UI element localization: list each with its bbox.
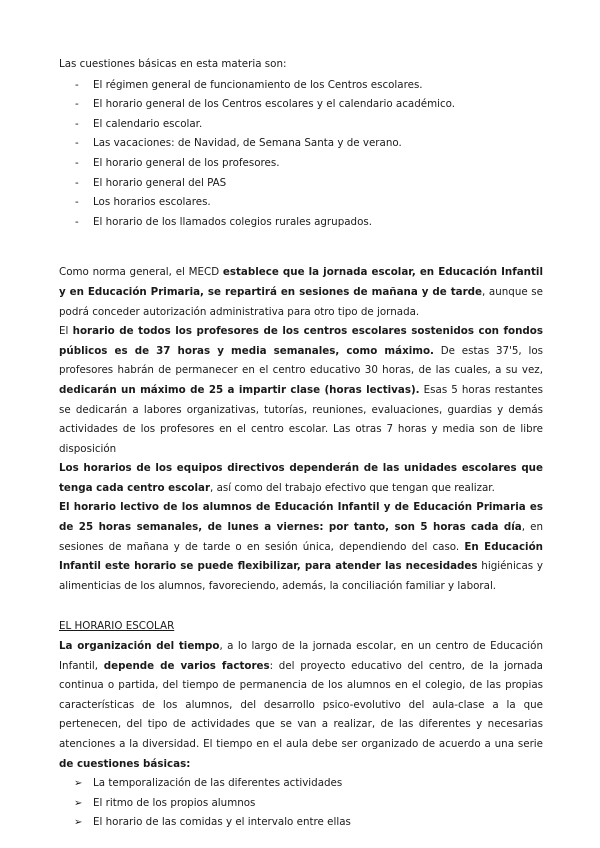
dash-bullet: - — [75, 137, 79, 150]
arrow-bullet-icon: ➢ — [74, 817, 83, 829]
paragraph-management-hours: Los horarios de los equipos directivos dependerán de las unidades escolares que tenga cada centro escolar, así como del trabajo efectivo que tengan que realizar. — [59, 462, 543, 494]
list-item: - El calendario escolar. — [59, 115, 543, 135]
list-item: - Las vacaciones: de Navidad, de Semana Santa y de verano. — [59, 134, 543, 154]
list-item: - El horario general de los Centros escolares y el calendario académico. — [59, 95, 543, 115]
basic-questions-list — [59, 774, 543, 833]
list-item: ➢ El ritmo de los propios alumnos — [59, 794, 543, 814]
spacer — [59, 596, 543, 617]
list-item: - El horario de los llamados colegios rurales agrupados. — [59, 213, 543, 233]
section-heading: EL HORARIO ESCOLAR — [59, 620, 175, 633]
list-item: - El régimen general de funcionamiento de los Centros escolares. — [59, 76, 543, 96]
list-item: - Los horarios escolares. — [59, 193, 543, 213]
basic-issues-list — [59, 76, 543, 233]
document-body — [59, 55, 543, 833]
spacer — [59, 253, 543, 263]
dash-bullet: - — [75, 176, 79, 189]
list-item: - El horario general de los profesores. — [59, 154, 543, 174]
intro-text: Las cuestiones básicas en esta materia son: — [59, 58, 287, 70]
arrow-bullet-icon: ➢ — [74, 797, 83, 809]
list-item: - El horario general del PAS — [59, 174, 543, 194]
paragraph-student-hours: El horario lectivo de los alumnos de Educación Infantil y de Educación Primaria es de 25 horas semanales, de lunes a viernes: por tanto, son 5 horas cada día, en sesiones de mañana y de tarde o en sesión única, dependiendo del caso. En Educación Infantil este horario se puede flexibilizar, para atender las necesidades higiénicas y alimenticias de los alumnos, favoreciendo, además, la conciliación familiar y laboral. — [59, 501, 544, 592]
arrow-bullet-icon: ➢ — [74, 778, 83, 790]
dash-bullet: - — [75, 156, 79, 169]
dash-bullet: - — [75, 196, 79, 209]
dash-bullet: - — [75, 215, 79, 228]
dash-bullet: - — [75, 98, 79, 111]
dash-bullet: - — [75, 78, 79, 91]
list-item: ➢ La temporalización de las diferentes actividades — [59, 774, 543, 794]
dash-bullet: - — [75, 117, 79, 130]
paragraph-school-day: Como norma general, el MECD establece que la jornada escolar, en Educación Infantil y en Educación Primaria, se repartirá en sesiones de mañana y de tarde, aunque se podrá conceder autorización administrativa para otro tipo de jornada. — [59, 266, 543, 318]
paragraph-teacher-hours: El horario de todos los profesores de los centros escolares sostenidos con fondos públicos es de 37 horas y media semanales, como máximo. De estas 37'5, los profesores habrán de permanecer en el centro educativo 30 horas, de las cuales, a su vez, dedicarán un máximo de 25 a impartir clase (horas lectivas). Esas 5 horas restantes se dedicarán a labores organizativas, tutorías, reuniones, evaluaciones, guardias y demás actividades de los profesores en el centro escolar. Las otras 7 horas y media son de libre disposición — [59, 325, 544, 455]
spacer — [59, 232, 543, 253]
list-item: ➢ El horario de las comidas y el intervalo entre ellas — [59, 813, 543, 833]
paragraph-time-organization: La organización del tiempo, a lo largo de la jornada escolar, en un centro de Educación Infantil, depende de varios factores: del proyecto educativo del centro, de la jornada continua o partida, del tiempo de permanencia de los alumnos en el colegio, de las propias características de los alumnos, del desarrollo psico-evolutivo del aula-clase a la que pertenecen, del tipo de actividades que se van a realizar, de las diferentes y necesarias atenciones a la diversidad. El tiempo en el aula debe ser organizado de acuerdo a una serie de cuestiones básicas: — [59, 640, 543, 770]
